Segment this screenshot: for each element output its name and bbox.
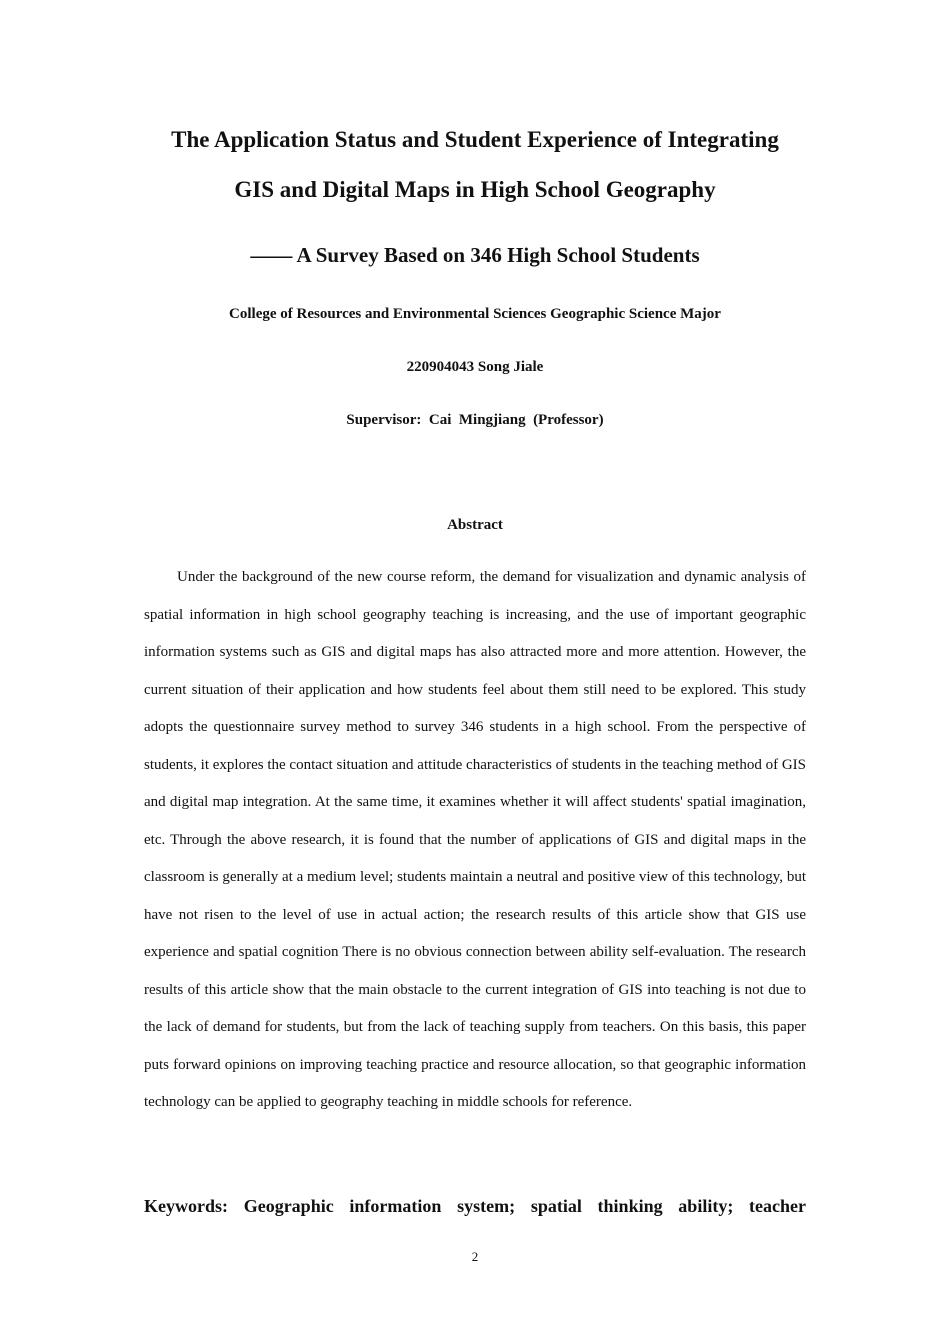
paper-title-line-1: The Application Status and Student Experience of Integrating (171, 127, 779, 152)
abstract-body: Under the background of the new course reform, the demand for visualization and dynamic analysis of spatial information in high school geography teaching is increasing, and the use of important geographic information systems such as GIS and digital maps has also attracted more and more attention. However, the current situation of their application and how students feel about them still need to be explored. This study adopts the questionnaire survey method to survey 346 students in a high school. From the perspective of students, it explores the contact situation and attitude characteristics of students in the teaching method of GIS and digital map integration. At the same time, it examines whether it will affect students' spatial imagination, etc. Through the above research, it is found that the number of applications of GIS and digital maps in the classroom is generally at a medium level; students maintain a neutral and positive view of this technology, but have not risen to the level of use in actual action; the research results of this article show that GIS use experience and spatial cognition There is no obvious connection between ability self-evaluation. The research results of this article show that the main obstacle to the current integration of GIS into teaching is not due to the lack of demand for students, but from the lack of teaching supply from teachers. On this basis, this paper puts forward opinions on improving teaching practice and resource allocation, so that geographic information technology can be applied to geography teaching in middle schools for reference. (144, 569, 806, 1110)
student-id-name: 220904043 Song Jiale (406, 359, 544, 375)
paper-title-line-2: GIS and Digital Maps in High School Geography (234, 177, 716, 202)
college-line: College of Resources and Environmental Sciences Geographic Science Major (229, 306, 721, 322)
supervisor-line: Supervisor: Cai Mingjiang (Professor) (346, 412, 604, 428)
page-number: 2 (471, 1249, 479, 1264)
paper-subtitle: —— A Survey Based on 346 High School Students (250, 243, 700, 267)
keywords-line: Keywords: Geographic information system; spatial thinking ability; teacher (144, 1196, 806, 1216)
abstract-heading: Abstract (447, 517, 503, 533)
